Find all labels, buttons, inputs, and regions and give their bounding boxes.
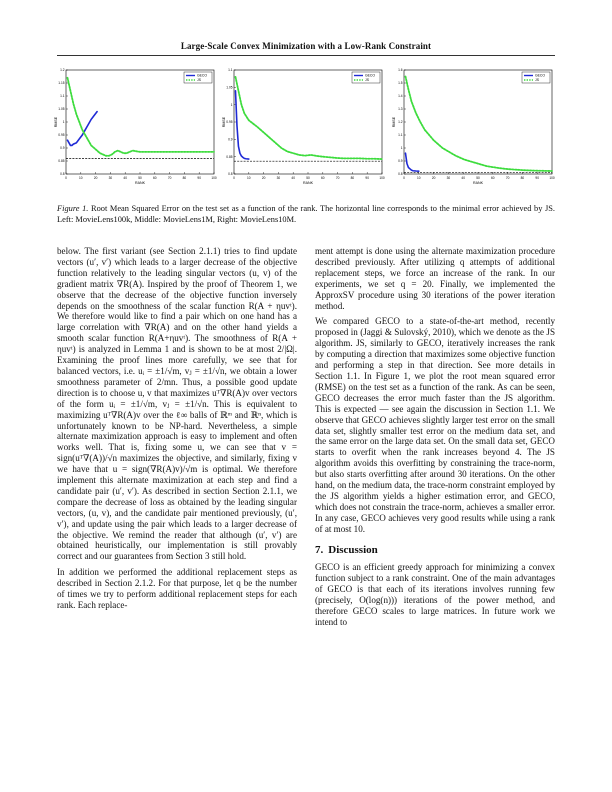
paragraph: We compared GECO to a state-of-the-art method, recently proposed in (Jaggi & Sulovský, 2010), which we denote as the JS algorithm. JS, similarly to GECO, iteratively increases the rank by computing a direction that maximizes some objective function and performing a step in that direction. See more details in Section 1.1. In Figure 1, we plot the root mean squared error (RMSE) on the test set as a function of the rank. As can be seen, GECO decreases the error much faster than the JS algorithm. This is expected — see again the discussion in Section 1.1. We observe that GECO achieves slightly larger test error on the small data set, slightly smaller test error on the medium data set, and the same error on the large data set. On the small data set, GECO starts to overfit when the rank increases beyond 4. The JS algorithm avoids this overfitting by constraining the trace-norm, but also starts overfitting after around 30 iterations. On the other hand, on the medium data, the trace-norm constraint employed by the JS algorithm yields a higher estimation error, and GECO, which does not constrain the trace-norm, achieves a smaller error. In any case, GECO achieves very good results while using a rank of at most 10. [315,316,555,534]
x-tick-label: 0 [65,176,67,180]
legend-label: GECO [197,73,207,78]
legend-label: GECO [365,73,375,78]
x-tick-label: 80 [350,176,355,180]
y-axis-label: RMSE [392,116,396,128]
y-tick-label: 0.9 [398,159,403,164]
y-tick-label: 1.1 [398,133,403,138]
x-tick-label: 100 [211,176,217,180]
figure-caption [57,204,555,226]
y-tick-label: 1.15 [58,81,65,86]
paragraph: In addition we performed the additional replacement steps as described in Section 2.1.2. For that purpose, let q be the number of times we try to perform additional replacement steps for each rank. Each replace- [57,567,297,610]
x-tick-label: 100 [379,176,385,180]
legend-label: GECO [535,73,545,78]
x-tick-label: 100 [549,176,555,180]
x-tick-label: 40 [123,176,127,180]
y-tick-label: 1.1 [228,68,233,73]
x-tick-label: 50 [138,176,142,180]
x-tick-label: 0 [233,176,235,180]
legend-label: JS [365,78,369,83]
caption-label: Figure 1. [57,204,89,213]
x-tick-label: 90 [365,176,369,180]
y-tick-label: 1 [230,102,233,107]
x-tick-label: 30 [108,176,113,180]
x-tick-label: 10 [247,176,251,180]
y-tick-label: 0.85 [226,154,233,159]
y-tick-label: 1.05 [58,107,65,112]
y-tick-label: 0.8 [228,172,233,177]
x-tick-label: 60 [153,176,157,180]
y-tick-label: 1 [400,146,403,151]
y-axis-label: RMSE [54,116,58,128]
section-title: Discussion [328,543,378,556]
x-tick-label: 70 [335,176,340,180]
x-axis-label: RANK [473,181,483,185]
y-tick-label: 1.05 [226,85,233,90]
legend-label: JS [197,78,201,83]
right-column [315,246,555,633]
x-tick-label: 50 [306,176,310,180]
geco-series-line [405,153,418,171]
x-axis-label: RANK [303,181,313,185]
x-tick-label: 10 [79,176,83,180]
y-tick-label: 1.6 [398,68,403,73]
js-series-line [67,78,214,156]
js-series-line [235,77,382,159]
y-tick-label: 1.4 [398,94,403,99]
y-tick-label: 0.8 [60,172,65,177]
x-tick-label: 20 [431,176,436,180]
x-tick-label: 0 [403,176,405,180]
paragraph: below. The first variant (see Section 2.1.1) tries to find update vectors (u′, v′) which leads to a larger decrease of the objective function relatively to the leading singular vectors (u, v) of the gradient matrix ∇R(A). Inspired by the proof of Theorem 1, we observe that the decrease of the objective function inversely depends on the smoothness of the scalar function R(A + ηuvᵗ). We therefore would like to find a pair which on one hand has a large correlation with ∇R(A) and on the other hand yields a smooth scalar function R(A+ηuvᵗ). The smoothness of R(A + ηuvᵗ) is analyzed in Lemma 1 and is shown to be at most 2/|Ω|. Examining the proof lines more carefully, we see that for balanced vectors, i.e. uᵢ = ±1/√m, vⱼ = ±1/√n, we obtain a lower smoothness parameter of 2/mn. Thus, a possible good update direction is to choose u, v that maximizes uᵀ∇R(A)v over vectors of the form uᵢ = ±1/√m, vⱼ = ±1/√n. This is equivalent to maximizing uᵀ∇R(A)v over the ℓ∞ balls of ℝᵐ and ℝⁿ, which is unfortunately known to be NP-hard. Nevertheless, a simple alternate maximization approach is easy to implement and often works well. That is, fixing some u, we can see that v = sign(uᵀ∇(A))/√n maximizes the objective, and similarly, fixing v we have that u = sign(∇R(A)v)/√m is optimal. We therefore implement this alternate maximization at each step and find a candidate pair (u′, v′). As described in section Section 2.1.1, we compare the decrease of loss as obtained by the leading singular vectors, (u, v), and the candidate pair mentioned previously, (u′, v′), and update using the pair which leads to a larger decrease of the objective. We remind the reader that although (u′, v′) are obtained heuristically, our implementation is still provably correct and our guarantees from Section 3 still hold. [57,246,297,562]
x-tick-label: 50 [476,176,480,180]
geco-series-line [235,91,248,159]
y-tick-label: 0.95 [226,120,233,125]
y-tick-label: 1.2 [398,120,403,125]
y-tick-label: 0.85 [58,159,65,164]
x-tick-label: 20 [93,176,98,180]
running-title: Large-Scale Convex Minimization with a Low-Rank Constraint [180,41,432,51]
js-series-line [405,77,552,172]
section-number: 7. [315,543,324,556]
paragraph: GECO is an efficient greedy approach for minimizing a convex function subject to a rank constraint. One of the main advantages of GECO is that each of its iterations involves running few (precisely, O(log(n))) iterations of the power method, and therefore GECO scales to large matrices. In future work we intend to [315,562,555,627]
x-tick-label: 20 [261,176,266,180]
caption-text: Root Mean Squared Error on the test set as a function of the rank. The horizontal line corresponds to the minimal error achieved by JS. Left: MovieLens100k, Middle: MovieLens1M, Right: MovieLens10M. [57,204,556,224]
x-tick-label: 90 [535,176,539,180]
legend-label: JS [535,78,539,83]
y-tick-label: 0.8 [398,172,403,177]
x-tick-label: 70 [505,176,510,180]
y-tick-label: 0.9 [228,137,233,142]
x-tick-label: 10 [417,176,421,180]
y-tick-label: 1.1 [60,94,65,99]
header-rule [57,55,555,56]
x-tick-label: 90 [197,176,201,180]
y-tick-label: 1.3 [398,107,403,112]
y-tick-label: 1.5 [398,81,403,86]
y-tick-label: 0.95 [58,133,65,138]
figure-1-charts [56,62,556,186]
y-axis-label: RMSE [222,116,226,128]
y-tick-label: 0.9 [60,146,65,151]
x-tick-label: 40 [461,176,465,180]
y-tick-label: 1 [62,120,65,125]
x-tick-label: 30 [446,176,451,180]
x-axis-label: RANK [135,181,145,185]
x-tick-label: 60 [491,176,495,180]
section-heading [315,545,555,556]
y-tick-label: 1.2 [60,68,65,73]
x-tick-label: 30 [276,176,281,180]
x-tick-label: 70 [167,176,172,180]
x-tick-label: 80 [520,176,525,180]
x-tick-label: 40 [291,176,295,180]
left-column [57,246,297,616]
paragraph: ment attempt is done using the alternate maximization procedure described previously. After utilizing q attempts of additional replacement steps, we force an increase of the rank. In our experiments, we set q = 20. Finally, we implemented the ApproxSV procedure using 30 iterations of the power iteration method. [315,246,555,311]
x-tick-label: 60 [321,176,325,180]
x-tick-label: 80 [182,176,187,180]
chart-frame [404,70,552,174]
